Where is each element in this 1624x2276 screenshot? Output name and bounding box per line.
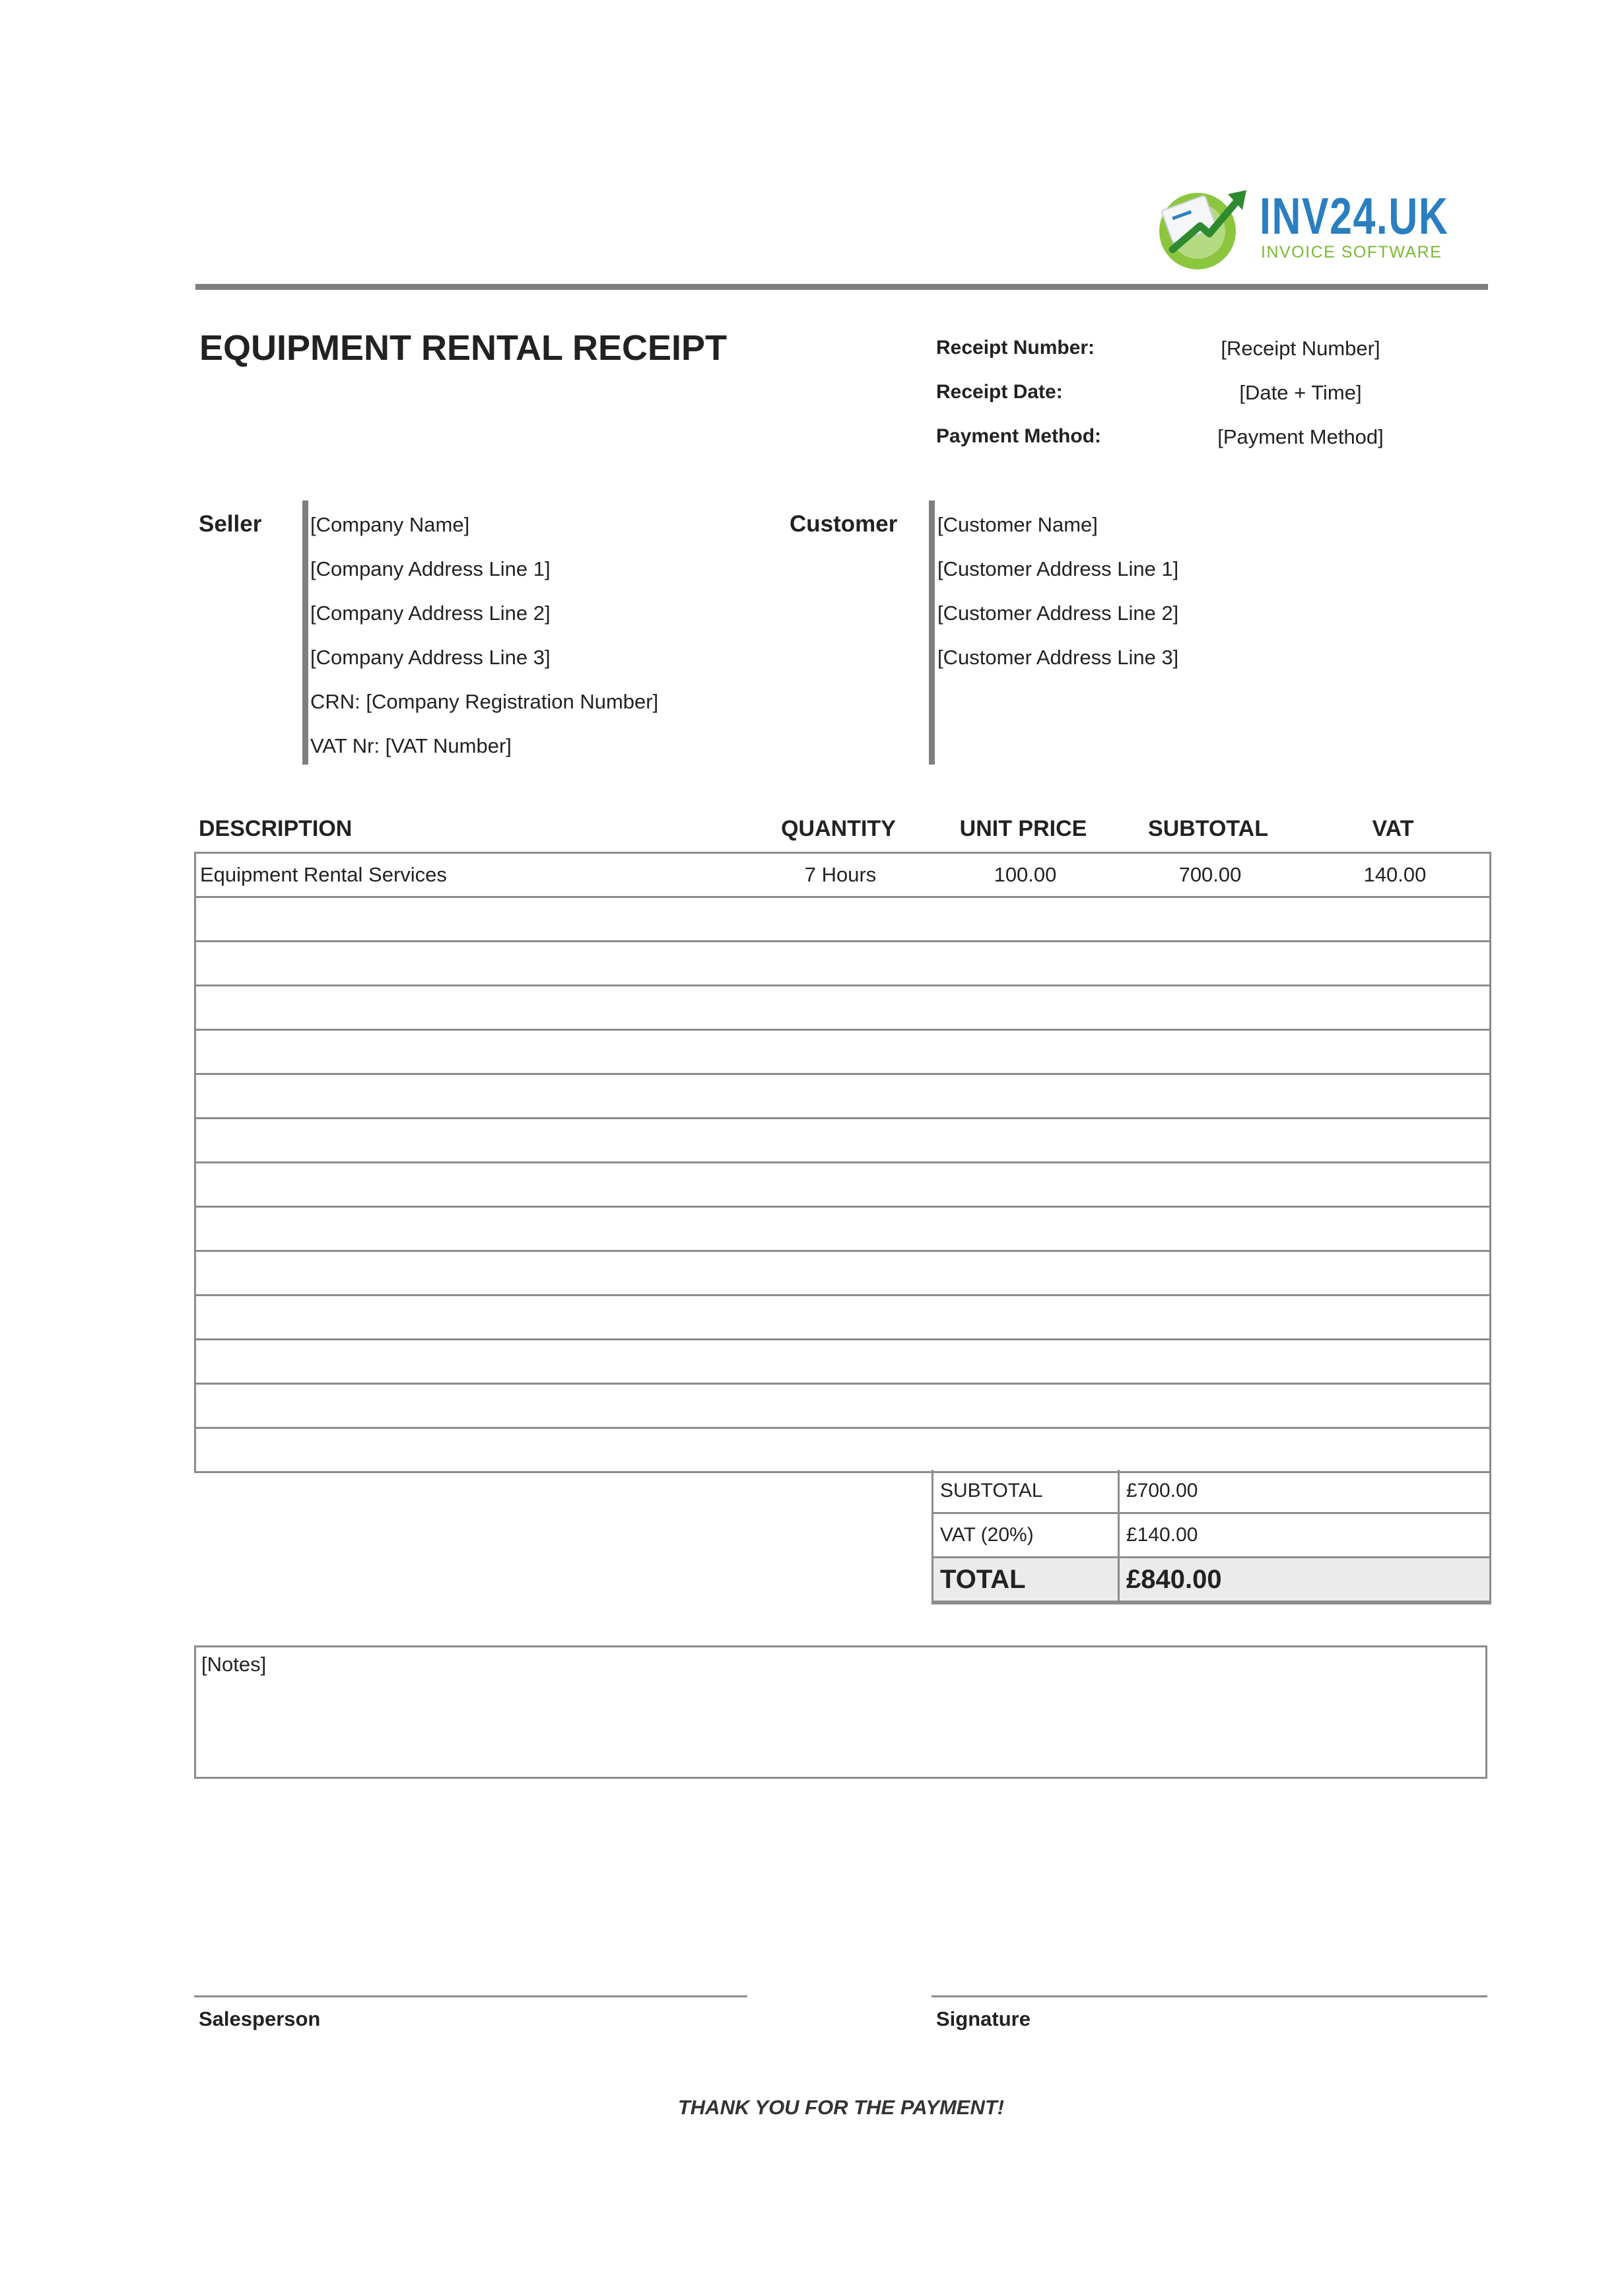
column-header-quantity: QUANTITY	[781, 816, 896, 841]
thank-you-message: THANK YOU FOR THE PAYMENT!	[677, 2096, 1005, 2119]
totals-table	[931, 1470, 1491, 1604]
column-header-description: DESCRIPTION	[199, 816, 353, 841]
table-row-empty	[196, 1252, 1489, 1296]
notes-text: [Notes]	[201, 1653, 267, 1676]
receipt-date-value: [Date + Time]	[1239, 381, 1362, 404]
item-description: Equipment Rental Services	[200, 863, 447, 886]
vat-value: £140.00	[1126, 1524, 1198, 1546]
seller-address-line-2: [Company Address Line 2]	[310, 602, 551, 625]
item-vat: 140.00	[1363, 863, 1427, 886]
logo-tagline: INVOICE SOFTWARE	[1261, 243, 1442, 261]
customer-address-line-3: [Customer Address Line 3]	[937, 646, 1179, 669]
paper-plane-chart-arrow-icon	[1154, 185, 1253, 271]
total-label: TOTAL	[940, 1565, 1026, 1594]
signature-label: Signature	[936, 2007, 1031, 2030]
seller-company-name: [Company Name]	[310, 513, 470, 536]
seller-address-line-3: [Company Address Line 3]	[310, 646, 551, 669]
column-header-vat: VAT	[1372, 816, 1414, 841]
vat-label: VAT (20%)	[940, 1524, 1034, 1546]
receipt-date-label: Receipt Date:	[936, 381, 1063, 403]
subtotal-row	[933, 1470, 1489, 1514]
vat-row	[933, 1514, 1489, 1558]
table-row	[196, 854, 1489, 898]
company-logo	[1154, 178, 1449, 271]
page-title: EQUIPMENT RENTAL RECEIPT	[199, 328, 727, 368]
seller-label: Seller	[199, 511, 262, 537]
total-row	[933, 1558, 1489, 1603]
table-row-empty	[196, 1031, 1489, 1075]
seller-address-line-1: [Company Address Line 1]	[310, 557, 551, 580]
column-header-unit-price: UNIT PRICE	[959, 816, 1087, 841]
table-row-empty	[196, 1208, 1489, 1252]
customer-address-line-1: [Customer Address Line 1]	[937, 557, 1179, 580]
payment-method-value: [Payment Method]	[1217, 425, 1384, 448]
table-row-empty	[196, 1119, 1489, 1163]
table-row-empty	[196, 986, 1489, 1031]
items-table	[194, 852, 1491, 1473]
table-row-empty	[196, 942, 1489, 986]
table-row-empty	[196, 1385, 1489, 1429]
table-row-empty	[196, 1163, 1489, 1208]
seller-crn: CRN: [Company Registration Number]	[310, 690, 659, 713]
subtotal-value: £700.00	[1126, 1480, 1198, 1501]
item-quantity: 7 Hours	[804, 863, 877, 886]
table-row-empty	[196, 898, 1489, 942]
customer-label: Customer	[790, 511, 898, 537]
receipt-number-value: [Receipt Number]	[1221, 337, 1380, 360]
table-row-empty	[196, 1075, 1489, 1119]
total-value: £840.00	[1126, 1565, 1222, 1594]
table-row-empty	[196, 1296, 1489, 1340]
seller-divider	[302, 500, 308, 765]
receipt-number-label: Receipt Number:	[936, 337, 1095, 359]
table-row-empty	[196, 1429, 1489, 1473]
column-header-subtotal: SUBTOTAL	[1148, 816, 1268, 841]
subtotal-label: SUBTOTAL	[940, 1480, 1043, 1501]
payment-method-label: Payment Method:	[936, 425, 1102, 447]
customer-divider	[929, 500, 935, 765]
salesperson-label: Salesperson	[199, 2007, 321, 2030]
notes-box[interactable]	[194, 1645, 1487, 1779]
logo-wordmark: INV24.UK	[1260, 187, 1449, 245]
item-unit-price: 100.00	[994, 863, 1057, 886]
header-divider	[195, 284, 1488, 290]
customer-address-line-2: [Customer Address Line 2]	[937, 602, 1179, 625]
salesperson-signature-line	[194, 1995, 747, 1997]
customer-signature-line	[931, 1995, 1487, 1997]
seller-vat-number: VAT Nr: [VAT Number]	[310, 734, 512, 757]
customer-name: [Customer Name]	[937, 513, 1098, 536]
item-subtotal: 700.00	[1178, 863, 1242, 886]
table-row-empty	[196, 1340, 1489, 1385]
